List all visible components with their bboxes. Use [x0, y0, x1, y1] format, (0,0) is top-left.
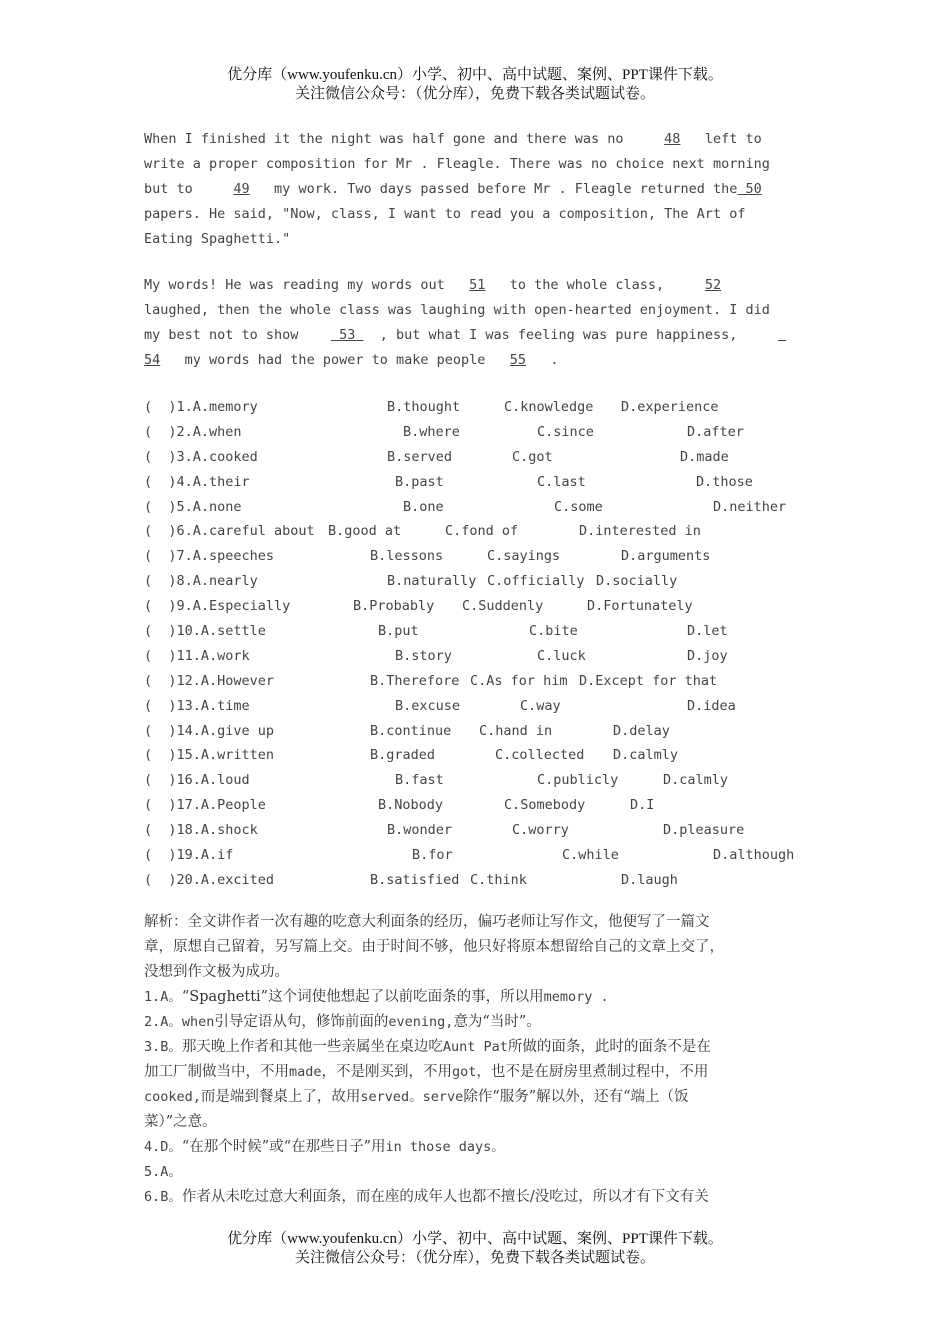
question-option-a: ( )19.A.if: [144, 847, 234, 864]
question-option-c: C.since: [537, 423, 594, 440]
text: cooked,: [144, 1089, 201, 1105]
question-option-c: C.sayings: [487, 548, 561, 565]
text: 4.D。: [144, 1139, 182, 1155]
text: 6.B。: [144, 1189, 182, 1205]
question-option-a: ( )8.A.nearly: [144, 573, 258, 590]
text: got: [452, 1064, 477, 1080]
question-option-d: D.idea: [687, 697, 736, 714]
question-row: [144, 470, 824, 495]
header-line-1: 优分库（www.youfenku.cn）小学、初中、高中试题、案例、PPT课件下载。: [227, 67, 723, 83]
question-row: [144, 594, 824, 619]
passage-line: [144, 177, 794, 202]
question-option-c: C.way: [520, 697, 561, 714]
blank-49: 49: [233, 181, 250, 197]
analysis-line: 菜）”之意。: [144, 1114, 217, 1130]
passage-line: Eating Spaghetti.": [144, 231, 291, 247]
question-option-d: D.experience: [621, 399, 719, 415]
question-row: [144, 843, 824, 868]
question-option-c: C.luck: [537, 647, 586, 664]
question-row: [144, 519, 824, 544]
question-option-d: D.pleasure: [663, 822, 745, 839]
question-option-b: B.wonder: [387, 822, 453, 839]
question-option-d: D.neither: [713, 498, 787, 515]
question-option-b: B.story: [395, 647, 452, 664]
analysis-line: 没想到作文极为成功。: [144, 964, 289, 980]
page-footer: [0, 1230, 950, 1268]
text: 3.B。: [144, 1039, 182, 1055]
question-row: [144, 868, 824, 893]
footer-line-1: 优分库（www.youfenku.cn）小学、初中、高中试题、案例、PPT课件下载。: [227, 1231, 723, 1247]
question-option-c: C.while: [562, 847, 619, 864]
question-option-d: D.socially: [596, 573, 678, 590]
question-option-b: B.satisfied: [370, 871, 460, 888]
question-option-b: B.good at: [328, 523, 402, 540]
passage-line: laughed, then the whole class was laughing with open-hearted enjoyment. I did: [144, 302, 770, 318]
text: 2.A。: [144, 1014, 182, 1030]
question-option-b: B.Therefore: [370, 672, 460, 689]
question-row: [144, 743, 824, 768]
analysis-line: [144, 985, 804, 1010]
analysis-line: [144, 1160, 804, 1185]
passage-paragraph-1: [144, 127, 794, 252]
question-option-d: D.Except for that: [579, 672, 718, 689]
question-option-a: ( )11.A.work: [144, 647, 250, 664]
passage-line: [144, 127, 794, 152]
question-row: [144, 719, 824, 744]
text: 作者从未吃过意大利面条，而在座的成年人也都不擅长/没吃过，所以才有下文有关: [181, 1189, 709, 1205]
text: memory .: [543, 989, 609, 1005]
question-option-b: B.put: [378, 623, 419, 640]
question-option-a: ( )10.A.settle: [144, 623, 266, 640]
text: my words had the power to make people: [160, 352, 510, 368]
question-option-a: ( )16.A.loud: [144, 772, 250, 789]
text: my best not to show: [144, 327, 331, 343]
text: 意为“当时”。: [453, 1014, 541, 1030]
page-header: [0, 66, 950, 104]
question-option-c: C.got: [512, 448, 553, 465]
question-option-a: ( )6.A.careful about: [144, 523, 315, 540]
question-option-b: B.excuse: [395, 697, 461, 714]
question-option-c: C.think: [470, 871, 527, 888]
question-option-c: C.Somebody: [504, 797, 586, 814]
analysis-line: 章，原想自己留着，另写篇上交。由于时间不够，他只好将原本想留给自己的文章上交了，: [144, 939, 724, 955]
text: but to: [144, 181, 234, 197]
passage-line: papers. He said, "Now, class, I want to read you a composition, The Art of: [144, 206, 746, 222]
question-row: [144, 445, 824, 470]
blank-54: 54: [144, 352, 161, 368]
question-option-b: B.past: [395, 473, 444, 490]
text: 引导定语从句，修饰前面的: [214, 1014, 389, 1030]
passage-line: [144, 273, 794, 298]
passage-line: write a proper composition for Mr . Fleagle. There was no choice next morning: [144, 156, 770, 172]
question-option-d: D.those: [696, 473, 753, 490]
blank-50: 50: [737, 181, 762, 197]
question-option-d: D.after: [687, 423, 744, 440]
question-option-c: C.last: [537, 473, 586, 490]
question-option-a: ( )1.A.memory: [144, 399, 258, 415]
question-option-c: C.knowledge: [504, 399, 594, 415]
analysis-line: [144, 1185, 804, 1210]
blank-55: 55: [509, 352, 527, 368]
question-option-a: ( )14.A.give up: [144, 722, 275, 739]
analysis-line: [144, 1135, 804, 1160]
text: ，也不是在厨房里煮制过程中，不用: [476, 1064, 709, 1080]
question-option-b: B.Nobody: [378, 797, 444, 814]
question-option-d: D.Fortunately: [587, 598, 693, 615]
question-row: [144, 768, 824, 793]
text: to the whole class,: [485, 277, 705, 293]
text: 5.A。: [144, 1164, 182, 1180]
blank-48: 48: [664, 131, 681, 147]
question-option-c: C.fond of: [445, 523, 519, 540]
passage-line: [144, 323, 794, 348]
text: 所做的面条，此时的面条不是在: [507, 1039, 711, 1055]
passage-paragraph-2: [144, 273, 794, 373]
text: when: [181, 1014, 215, 1030]
question-option-d: D.interested in: [579, 523, 701, 540]
question-option-b: B.continue: [370, 722, 452, 739]
analysis-line: [144, 1085, 804, 1110]
text: ，不是刚买到，不用: [321, 1064, 453, 1080]
question-option-d: D.let: [687, 623, 728, 640]
question-option-b: B.naturally: [387, 573, 477, 590]
question-option-a: ( )5.A.none: [144, 498, 242, 515]
question-option-c: C.worry: [512, 822, 569, 839]
question-option-a: ( )12.A.However: [144, 672, 275, 689]
question-option-b: B.lessons: [370, 548, 444, 565]
text: evening,: [388, 1014, 454, 1030]
question-option-a: ( )18.A.shock: [144, 822, 258, 839]
question-option-c: C.Suddenly: [462, 598, 544, 615]
header-line-2: 关注微信公众号：（优分库），免费下载各类试题试卷。: [294, 86, 655, 102]
text: , but what I was feeling was pure happiness,: [363, 327, 778, 343]
question-option-b: B.graded: [370, 747, 436, 764]
question-row: [144, 818, 824, 843]
text: made: [289, 1064, 322, 1080]
question-option-d: D.laugh: [621, 871, 678, 888]
text: 除作“服务”解以外，还有“端上（饭: [463, 1089, 689, 1105]
question-option-a: ( )17.A.People: [144, 797, 266, 814]
blank-53: 53: [330, 327, 364, 343]
question-option-b: B.for: [412, 847, 453, 864]
blank-51: 51: [469, 277, 486, 293]
question-option-a: ( )7.A.speeches: [144, 548, 275, 565]
question-option-c: C.hand in: [479, 722, 553, 739]
question-option-b: B.one: [403, 498, 444, 515]
question-option-d: D.calmly: [663, 772, 729, 789]
question-row: [144, 495, 824, 520]
question-option-a: ( )2.A.when: [144, 423, 242, 440]
question-option-d: D.calmly: [613, 747, 679, 764]
question-option-c: C.bite: [529, 623, 578, 640]
text: .: [526, 352, 559, 368]
question-option-b: B.where: [403, 423, 460, 440]
question-option-b: B.fast: [395, 772, 444, 789]
question-option-c: C.officially: [487, 573, 585, 590]
question-option-c: C.As for him: [470, 672, 568, 689]
question-row: [144, 793, 824, 818]
analysis-line: [144, 1035, 804, 1060]
question-option-c: C.some: [554, 498, 603, 515]
text: my work. Two days passed before Mr . Fleagle returned the: [249, 181, 738, 197]
blank-52: 52: [704, 277, 722, 293]
text: 加工厂制做当中，不用: [144, 1064, 289, 1080]
question-row: [144, 420, 824, 445]
question-row: [144, 395, 824, 420]
question-option-d: D.I: [630, 797, 655, 814]
text: “Spaghetti”这个词使他想起了以前吃面条的事，所以用: [181, 989, 544, 1005]
question-option-d: D.joy: [687, 647, 728, 664]
question-option-d: D.arguments: [621, 548, 711, 565]
question-option-a: ( )4.A.their: [144, 473, 250, 490]
question-option-a: ( )3.A.cooked: [144, 448, 258, 465]
text: 1.A。: [144, 989, 182, 1005]
question-row: [144, 569, 824, 594]
analysis-line: [144, 1010, 804, 1035]
question-option-b: B.served: [387, 448, 453, 465]
question-row: [144, 619, 824, 644]
question-row: [144, 544, 824, 569]
text: 而是端到餐桌上了，故用: [200, 1089, 361, 1105]
question-row: [144, 694, 824, 719]
question-option-d: D.made: [680, 448, 729, 465]
question-row: [144, 669, 824, 694]
analysis-line: [144, 1060, 804, 1085]
question-option-d: D.although: [713, 847, 795, 864]
text: in those days。: [385, 1139, 505, 1155]
passage-line: [144, 348, 794, 373]
question-option-c: C.collected: [495, 747, 585, 764]
text: left to: [680, 131, 762, 147]
options-list: [144, 395, 824, 893]
analysis-section: [144, 910, 804, 1210]
question-option-a: ( )20.A.excited: [144, 871, 275, 888]
question-option-c: C.publicly: [537, 772, 619, 789]
blank-54-underline: [778, 327, 786, 343]
text: served。serve: [360, 1089, 464, 1105]
question-option-a: ( )15.A.written: [144, 747, 275, 764]
text: When I finished it the night was half gone and there was no: [144, 131, 665, 147]
text: 那天晚上作者和其他一些亲属坐在桌边吃: [181, 1039, 443, 1055]
text: My words! He was reading my words out: [144, 277, 470, 293]
question-option-a: ( )9.A.Especially: [144, 598, 291, 615]
text: Aunt Pat: [442, 1039, 508, 1055]
question-option-a: ( )13.A.time: [144, 697, 250, 714]
question-option-b: B.thought: [387, 399, 461, 415]
question-option-d: D.delay: [613, 722, 670, 739]
question-option-b: B.Probably: [353, 598, 435, 615]
analysis-line: 解析：全文讲作者一次有趣的吃意大利面条的经历，偏巧老师让写作文，他便写了一篇文: [144, 914, 710, 930]
question-row: [144, 644, 824, 669]
footer-line-2: 关注微信公众号：（优分库），免费下载各类试题试卷。: [294, 1250, 655, 1266]
text: “在那个时候”或“在那些日子”用: [181, 1139, 386, 1155]
